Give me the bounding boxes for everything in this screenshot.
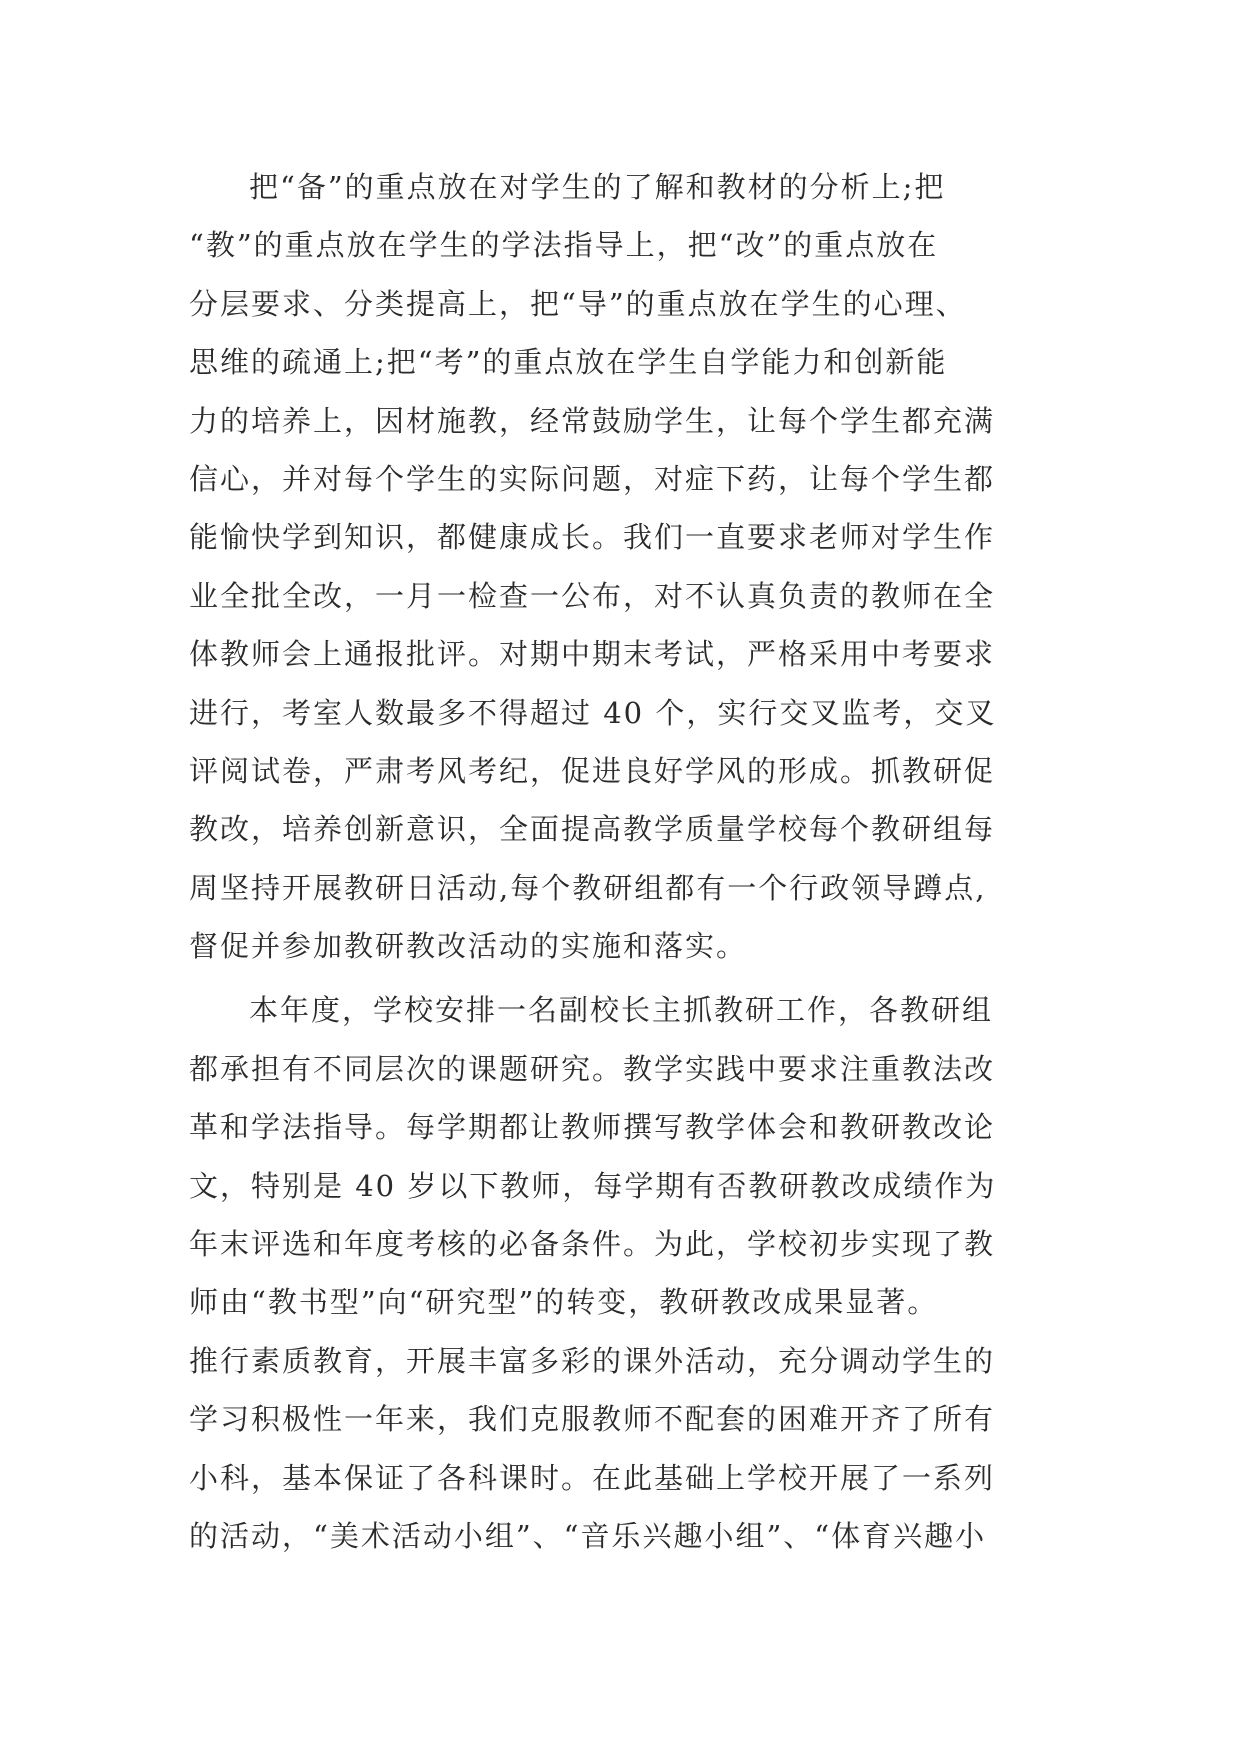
text-line: 能愉快学到知识，都健康成长。我们一直要求老师对学生作 — [189, 520, 996, 555]
document-body — [189, 158, 1059, 1565]
text-line: 师由“教书型”向“研究型”的转变，教研教改成果显著。 — [189, 1285, 939, 1320]
paragraph-1 — [189, 158, 1059, 975]
text-line: 业全批全改，一月一检查一公布，对不认真负责的教师在全 — [189, 578, 996, 613]
text-line: 文，特别是 40 岁以下教师，每学期有否教研教改成绩作为 — [189, 1168, 997, 1203]
paragraph-2 — [189, 981, 1059, 1565]
text-line: 分层要求、分类提高上，把“导”的重点放在学生的心理、 — [189, 286, 967, 321]
text-line: 评阅试卷，严肃考风考纪，促进良好学风的形成。抓教研促 — [189, 753, 996, 788]
text-line: 学习积极性一年来，我们克服教师不配套的困难开齐了所有 — [189, 1402, 996, 1437]
text-line: 督促并参加教研教改活动的实施和落实。 — [189, 929, 748, 964]
text-line: 进行，考室人数最多不得超过 40 个，实行交叉监考，交叉 — [189, 695, 997, 730]
text-line: 思维的疏通上;把“考”的重点放在学生自学能力和创新能 — [189, 345, 948, 380]
text-line: 推行素质教育，开展丰富多彩的课外活动，充分调动学生的 — [189, 1343, 996, 1378]
text-line: 教改，培养创新意识，全面提高教学质量学校每个教研组每 — [189, 812, 996, 847]
text-line: 都承担有不同层次的课题研究。教学实践中要求注重教法改 — [189, 1051, 996, 1086]
text-line: 的活动，“美术活动小组”、“音乐兴趣小组”、“体育兴趣小 — [189, 1518, 987, 1553]
text-line: 力的培养上，因材施教，经常鼓励学生，让每个学生都充满 — [189, 403, 996, 438]
text-line: 信心，并对每个学生的实际问题，对症下药，让每个学生都 — [189, 461, 996, 496]
text-line: 周坚持开展教研日活动,每个教研组都有一个行政领导蹲点, — [189, 870, 987, 905]
text-line: 体教师会上通报批评。对期中期末考试，严格采用中考要求 — [189, 637, 996, 672]
text-line: 本年度，学校安排一名副校长主抓教研工作，各教研组 — [249, 993, 994, 1028]
text-line: 把“备”的重点放在对学生的了解和教材的分析上;把 — [249, 170, 946, 204]
text-line: 小科，基本保证了各科课时。在此基础上学校开展了一系列 — [189, 1460, 996, 1495]
text-line: “教”的重点放在学生的学法指导上，把“改”的重点放在 — [189, 228, 939, 263]
text-line: 年末评选和年度考核的必备条件。为此，学校初步实现了教 — [189, 1227, 996, 1262]
text-line: 革和学法指导。每学期都让教师撰写教学体会和教研教改论 — [189, 1110, 996, 1145]
